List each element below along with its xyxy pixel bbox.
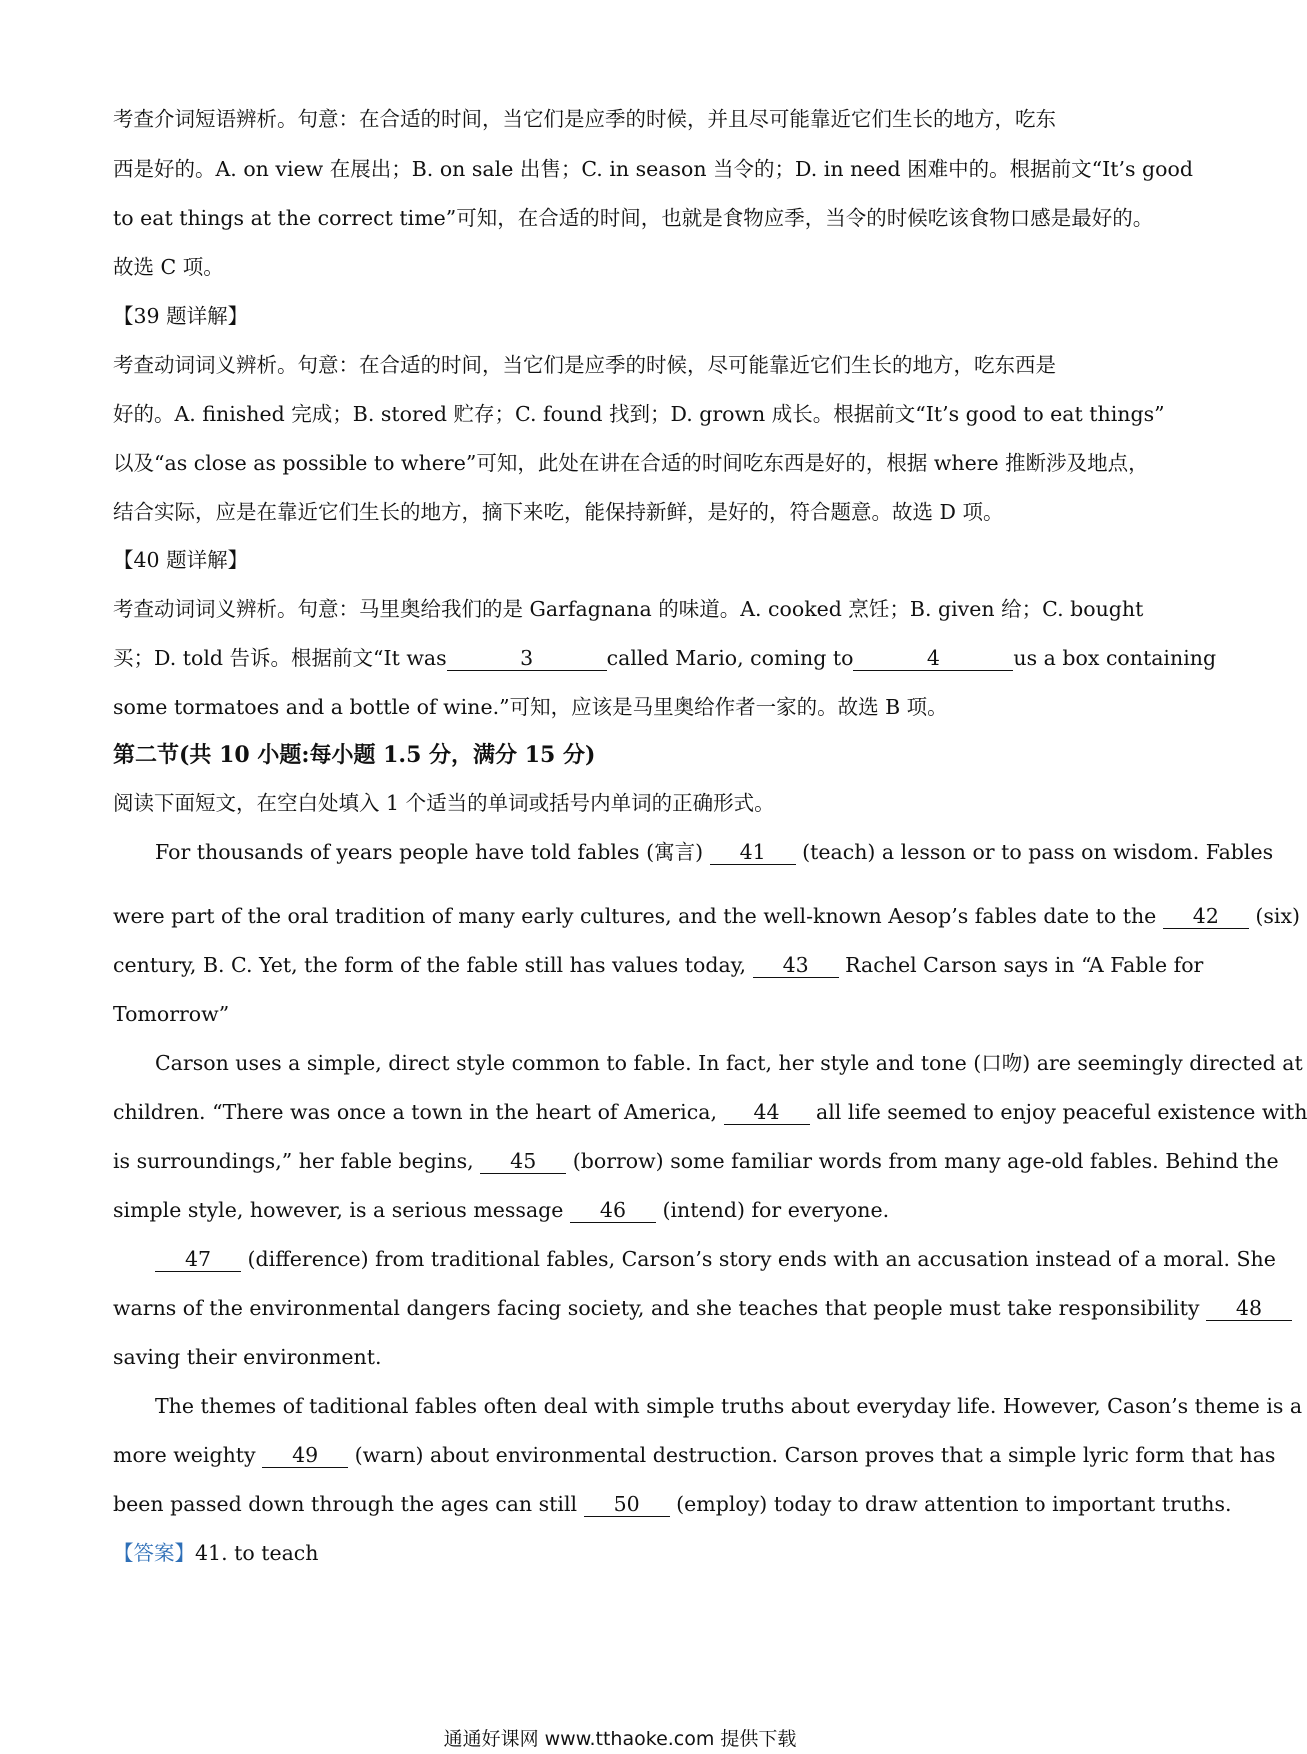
q39-line-1: 考查动词词义辨析。句意：在合适的时间，当它们是应季的时候，尽可能靠近它们生长的地方，吃东西是 <box>113 353 1056 377</box>
passage-text: all life seemed to enjoy peaceful existence with <box>816 1100 1307 1124</box>
q39-line-2: 好的。A. finished 完成；B. stored 贮存；C. found 找到；D. grown 成长。根据前文“It’s good to eat things” <box>113 402 1165 426</box>
footer-watermark: 通通好课网 www.tthaoke.com 提供下载 <box>443 1728 797 1750</box>
section-2-title: 第二节(共 10 小题:每小题 1.5 分，满分 15 分) <box>113 742 596 768</box>
q40-heading: 【40 题详解】 <box>113 548 249 572</box>
passage-text: (six) <box>1255 904 1301 928</box>
q39-heading: 【39 题详解】 <box>113 304 249 328</box>
q38-line-3: to eat things at the correct time”可知，在合适的时间，也就是食物应季，当令的时候吃该食物口感是最好的。 <box>113 206 1154 230</box>
q40-line-1: 考查动词词义辨析。句意：马里奥给我们的是 Garfagnana 的味道。A. cooked 烹饪；B. given 给；C. bought <box>113 597 1144 621</box>
q40-line-2-start: 买；D. told 告诉。根据前文“It was <box>113 646 447 670</box>
passage-line: The themes of taditional fables often deal with simple truths about everyday life. However, Cason’s theme is a <box>155 1394 1303 1418</box>
passage-text: is surroundings,” her fable begins, <box>113 1149 474 1173</box>
passage-text: (warn) about environmental destruction. Carson proves that a simple lyric form that has <box>354 1443 1276 1467</box>
passage-line <box>155 838 1274 866</box>
q40-line-3: some tormatoes and a bottle of wine.”可知，应该是马里奥给作者一家的。故选 B 项。 <box>113 695 948 719</box>
passage-line <box>113 902 1301 930</box>
blank-4: 4 <box>853 646 1013 671</box>
passage-line: Tomorrow” <box>113 1002 230 1026</box>
passage-line <box>113 1147 1279 1175</box>
blank-41: 41 <box>710 840 796 865</box>
passage-line <box>113 1490 1232 1518</box>
q40-line-2 <box>113 644 1217 672</box>
blank-43: 43 <box>753 953 839 978</box>
passage-line <box>113 1196 1133 1224</box>
passage-text: children. “There was once a town in the heart of America, <box>113 1100 717 1124</box>
q40-line-2-middle: called Mario, coming to <box>606 646 854 670</box>
passage-line <box>113 1294 1263 1322</box>
passage-text: (borrow) some familiar words from many age-old fables. Behind the <box>572 1149 1279 1173</box>
passage-text: been passed down through the ages can still <box>113 1492 578 1516</box>
passage-line <box>113 1098 1307 1126</box>
passage-text: century, B. C. Yet, the form of the fable still has values today, <box>113 953 747 977</box>
passage-text: (employ) today to draw attention to important truths. <box>676 1492 1232 1516</box>
q39-line-3: 以及“as close as possible to where”可知，此处在讲在合适的时间吃东西是好的，根据 where 推断涉及地点， <box>113 451 1149 475</box>
passage-text: (intend) for everyone. <box>662 1198 890 1222</box>
answer-line <box>113 1539 1133 1567</box>
passage-text: simple style, however, is a serious message <box>113 1198 564 1222</box>
q38-line-4: 故选 C 项。 <box>113 255 224 279</box>
passage-line: saving their environment. <box>113 1345 382 1369</box>
blank-48: 48 <box>1206 1296 1292 1321</box>
passage-text: more weighty <box>113 1443 256 1467</box>
passage-text: were part of the oral tradition of many early cultures, and the well-known Aesop’s fables date to the <box>113 904 1157 928</box>
answer-text: 41. to teach <box>195 1541 319 1565</box>
section-2-instruction: 阅读下面短文，在空白处填入 1 个适当的单词或括号内单词的正确形式。 <box>113 791 775 815</box>
passage-line <box>155 1245 1276 1273</box>
passage-text: warns of the environmental dangers facing society, and she teaches that people must take responsibility <box>113 1296 1200 1320</box>
blank-44: 44 <box>724 1100 810 1125</box>
blank-45: 45 <box>480 1149 566 1174</box>
answer-tag: 【答案】 <box>113 1541 195 1565</box>
passage-text: For thousands of years people have told fables (寓言) <box>155 840 704 864</box>
blank-42: 42 <box>1163 904 1249 929</box>
q39-line-4: 结合实际，应是在靠近它们生长的地方，摘下来吃，能保持新鲜，是好的，符合题意。故选 D 项。 <box>113 500 1004 524</box>
passage-line <box>113 951 1204 979</box>
passage-line: Carson uses a simple, direct style common to fable. In fact, her style and tone (口吻) are seemingly directed at <box>155 1051 1303 1075</box>
blank-46: 46 <box>570 1198 656 1223</box>
passage-text: Rachel Carson says in “A Fable for <box>845 953 1204 977</box>
q38-line-2: 西是好的。A. on view 在展出；B. on sale 出售；C. in season 当令的；D. in need 困难中的。根据前文“It’s good <box>113 157 1193 181</box>
blank-49: 49 <box>262 1443 348 1468</box>
blank-3: 3 <box>447 646 607 671</box>
blank-50: 50 <box>584 1492 670 1517</box>
q38-line-1: 考查介词短语辨析。句意：在合适的时间，当它们是应季的时候，并且尽可能靠近它们生长的地方，吃东 <box>113 107 1056 131</box>
passage-text: (difference) from traditional fables, Carson’s story ends with an accusation instead of a moral. She <box>247 1247 1276 1271</box>
passage-text: (teach) a lesson or to pass on wisdom. Fables <box>802 840 1274 864</box>
passage-line <box>113 1441 1276 1469</box>
blank-47: 47 <box>155 1247 241 1272</box>
q40-line-2-end: us a box containing <box>1013 646 1217 670</box>
